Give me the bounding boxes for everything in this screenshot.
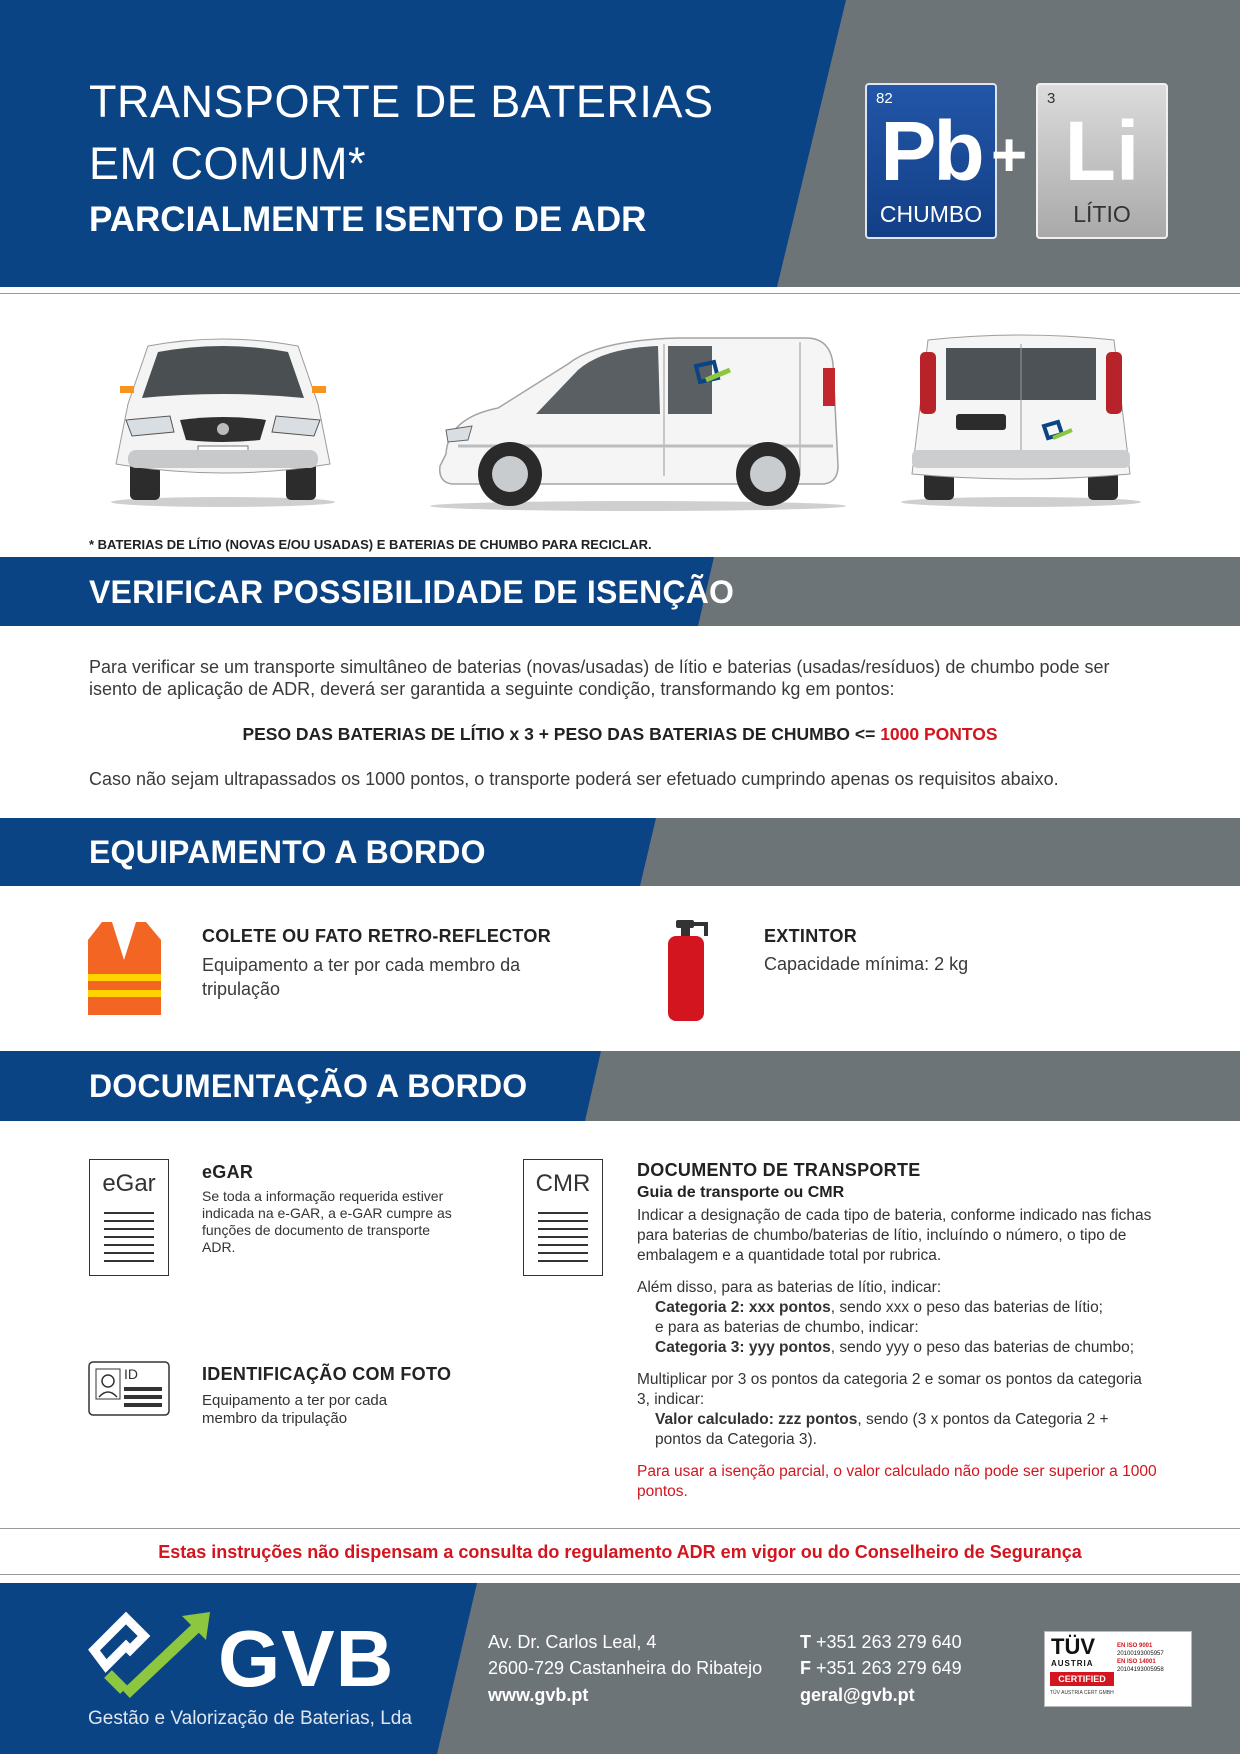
element-name-lead: CHUMBO	[879, 201, 983, 227]
tuv-line3: EN ISO 14001	[1117, 1659, 1156, 1665]
footer-fax	[800, 1658, 962, 1679]
cmr-cat2-bold: Categoria 2: xxx pontos	[655, 1299, 831, 1316]
egar-icon-label: eGar	[102, 1170, 156, 1197]
cmr-category-2	[637, 1298, 1157, 1318]
fax-number: +351 263 279 649	[816, 1658, 962, 1678]
exemption-formula-limit: 1000 PONTOS	[880, 724, 998, 744]
fax-label: F	[800, 1658, 811, 1678]
element-symbol-lead: Pb	[880, 104, 982, 198]
footer-address-line2: 2600-729 Castanheira do Ribatejo	[488, 1658, 763, 1678]
element-number-lithium: 3	[1047, 90, 1056, 107]
cmr-document-icon	[523, 1159, 603, 1276]
van-rear-image	[898, 334, 1144, 508]
cmr-block	[637, 1160, 1157, 1502]
gvb-logo-icon	[86, 1610, 212, 1700]
cmr-cat2-rest: , sendo xxx o peso das baterias de lítio;	[830, 1299, 1103, 1316]
van-side-image	[428, 334, 848, 512]
element-tile-lithium	[1036, 83, 1168, 239]
exemption-outro: Caso não sejam ultrapassados os 1000 pontos, o transporte poderá ser efetuado cumprindo apenas os requisitos abaixo.	[89, 769, 1059, 789]
header-divider	[0, 293, 1240, 294]
tuv-small: TÜV AUSTRIA CERT GMBH	[1050, 1690, 1114, 1696]
id-description: Equipamento a ter por cada membro da tripulação	[202, 1392, 388, 1427]
cmr-calc-rest: , sendo (3 x pontos da Categoria 2 + pontos da Categoria 3).	[655, 1411, 1109, 1448]
header-title-line2: EM COMUM*	[89, 138, 366, 189]
plus-sign: +	[991, 121, 1028, 190]
footer-website[interactable]: www.gvb.pt	[488, 1685, 589, 1705]
phone-number: +351 263 279 640	[816, 1632, 962, 1652]
tuv-country: AUSTRIA	[1051, 1659, 1094, 1668]
cmr-title: DOCUMENTO DE TRANSPORTE	[637, 1160, 921, 1180]
egar-description: Se toda a informação requerida estiver indicada na e-GAR, a e-GAR cumpre as funções de documento de transporte ADR.	[202, 1188, 452, 1255]
section-exemption-title: VERIFICAR POSSIBILIDADE DE ISENÇÃO	[89, 574, 735, 610]
cmr-subtitle: Guia de transporte ou CMR	[637, 1184, 845, 1201]
egar-document-icon	[89, 1159, 169, 1276]
tuv-line4: 20104193005958	[1117, 1667, 1164, 1673]
vest-description: Equipamento a ter por cada membro da tripulação	[202, 955, 521, 999]
gvb-logo-text: GVB	[218, 1614, 395, 1703]
cmr-cat3-rest: , sendo yyy o peso das baterias de chumbo;	[830, 1339, 1135, 1356]
company-name: Gestão e Valorização de Baterias, Lda	[88, 1708, 412, 1729]
tuv-certificate-badge	[1044, 1631, 1192, 1707]
cmr-paragraph-3	[637, 1370, 1157, 1450]
footer-email[interactable]: geral@gvb.pt	[800, 1685, 915, 1705]
cmr-p3-intro: Multiplicar por 3 os pontos da categoria 2 e somar os pontos da categoria 3, indicar:	[637, 1371, 1142, 1408]
van-front-image	[108, 334, 338, 508]
exemption-intro: Para verificar se um transporte simultâneo de baterias (novas/usadas) de lítio e baterias (usadas/resíduos) de chumbo pode ser isento de aplicação de ADR, deverá ser garantida a seguinte condição, transformando kg em pontos:	[89, 657, 1110, 699]
element-symbol-lithium: Li	[1064, 104, 1140, 198]
cmr-cat3-bold: Categoria 3: yyy pontos	[655, 1339, 831, 1356]
cmr-icon-label: CMR	[535, 1170, 591, 1197]
footer-address-line1: Av. Dr. Carlos Leal, 4	[488, 1632, 657, 1652]
cmr-calc-bold: Valor calculado: zzz pontos	[655, 1411, 858, 1428]
disclaimer-bottom-rule	[0, 1574, 1240, 1575]
cmr-calculated-value	[637, 1410, 1157, 1450]
section-documents-title: DOCUMENTAÇÃO A BORDO	[89, 1068, 528, 1104]
cmr-paragraph-2	[637, 1278, 1157, 1358]
cmr-category-3	[637, 1338, 1157, 1358]
id-card-icon	[88, 1361, 170, 1416]
tuv-line2: 20100193005957	[1117, 1651, 1164, 1657]
vest-title: COLETE OU FATO RETRO-REFLECTOR	[202, 926, 552, 946]
tuv-certified: CERTIFIED	[1050, 1672, 1114, 1686]
element-name-lithium: LÍTIO	[1073, 201, 1131, 227]
extinguisher-title: EXTINTOR	[764, 926, 858, 946]
element-tile-lead	[865, 83, 997, 239]
exemption-formula-text: PESO DAS BATERIAS DE LÍTIO x 3 + PESO DAS BATERIAS DE CHUMBO <=	[242, 724, 876, 744]
header-subtitle: PARCIALMENTE ISENTO DE ADR	[89, 200, 647, 239]
tuv-numbers	[1117, 1642, 1164, 1674]
cmr-warning: Para usar a isenção parcial, o valor calculado não pode ser superior a 1000 pontos.	[637, 1463, 1157, 1500]
cmr-paragraph-1: Indicar a designação de cada tipo de bateria, conforme indicado nas fichas para baterias de chumbo/baterias de lítio, incluíndo o número, o tipo de embalagem e a quantidade total por rubrica.	[637, 1207, 1152, 1264]
section-equipment-title: EQUIPAMENTO A BORDO	[89, 834, 486, 870]
exemption-formula	[0, 724, 1240, 745]
disclaimer: Estas instruções não dispensam a consulta do regulamento ADR em vigor ou do Conselheiro de Segurança	[158, 1542, 1082, 1562]
tuv-brand: TÜV	[1051, 1634, 1095, 1659]
vest-icon	[88, 922, 161, 1015]
egar-title: eGAR	[202, 1162, 254, 1182]
id-title: IDENTIFICAÇÃO COM FOTO	[202, 1364, 452, 1384]
extinguisher-description: Capacidade mínima: 2 kg	[764, 954, 969, 974]
extinguisher-icon	[666, 920, 712, 1021]
cmr-p2-intro: Além disso, para as baterias de lítio, indicar:	[637, 1279, 942, 1296]
disclaimer-top-rule	[0, 1528, 1240, 1529]
id-icon-label: ID	[124, 1366, 138, 1382]
footer-phone	[800, 1632, 962, 1653]
vehicles-footnote: * BATERIAS DE LÍTIO (NOVAS E/OU USADAS) E BATERIAS DE CHUMBO PARA RECICLAR.	[89, 537, 652, 552]
cmr-cat2-next: e para as baterias de chumbo, indicar:	[655, 1319, 919, 1336]
tuv-line1: EN ISO 9001	[1117, 1643, 1153, 1649]
header-title-line1: TRANSPORTE DE BATERIAS	[89, 76, 714, 127]
phone-label: T	[800, 1632, 811, 1652]
element-number-lead: 82	[876, 90, 893, 107]
